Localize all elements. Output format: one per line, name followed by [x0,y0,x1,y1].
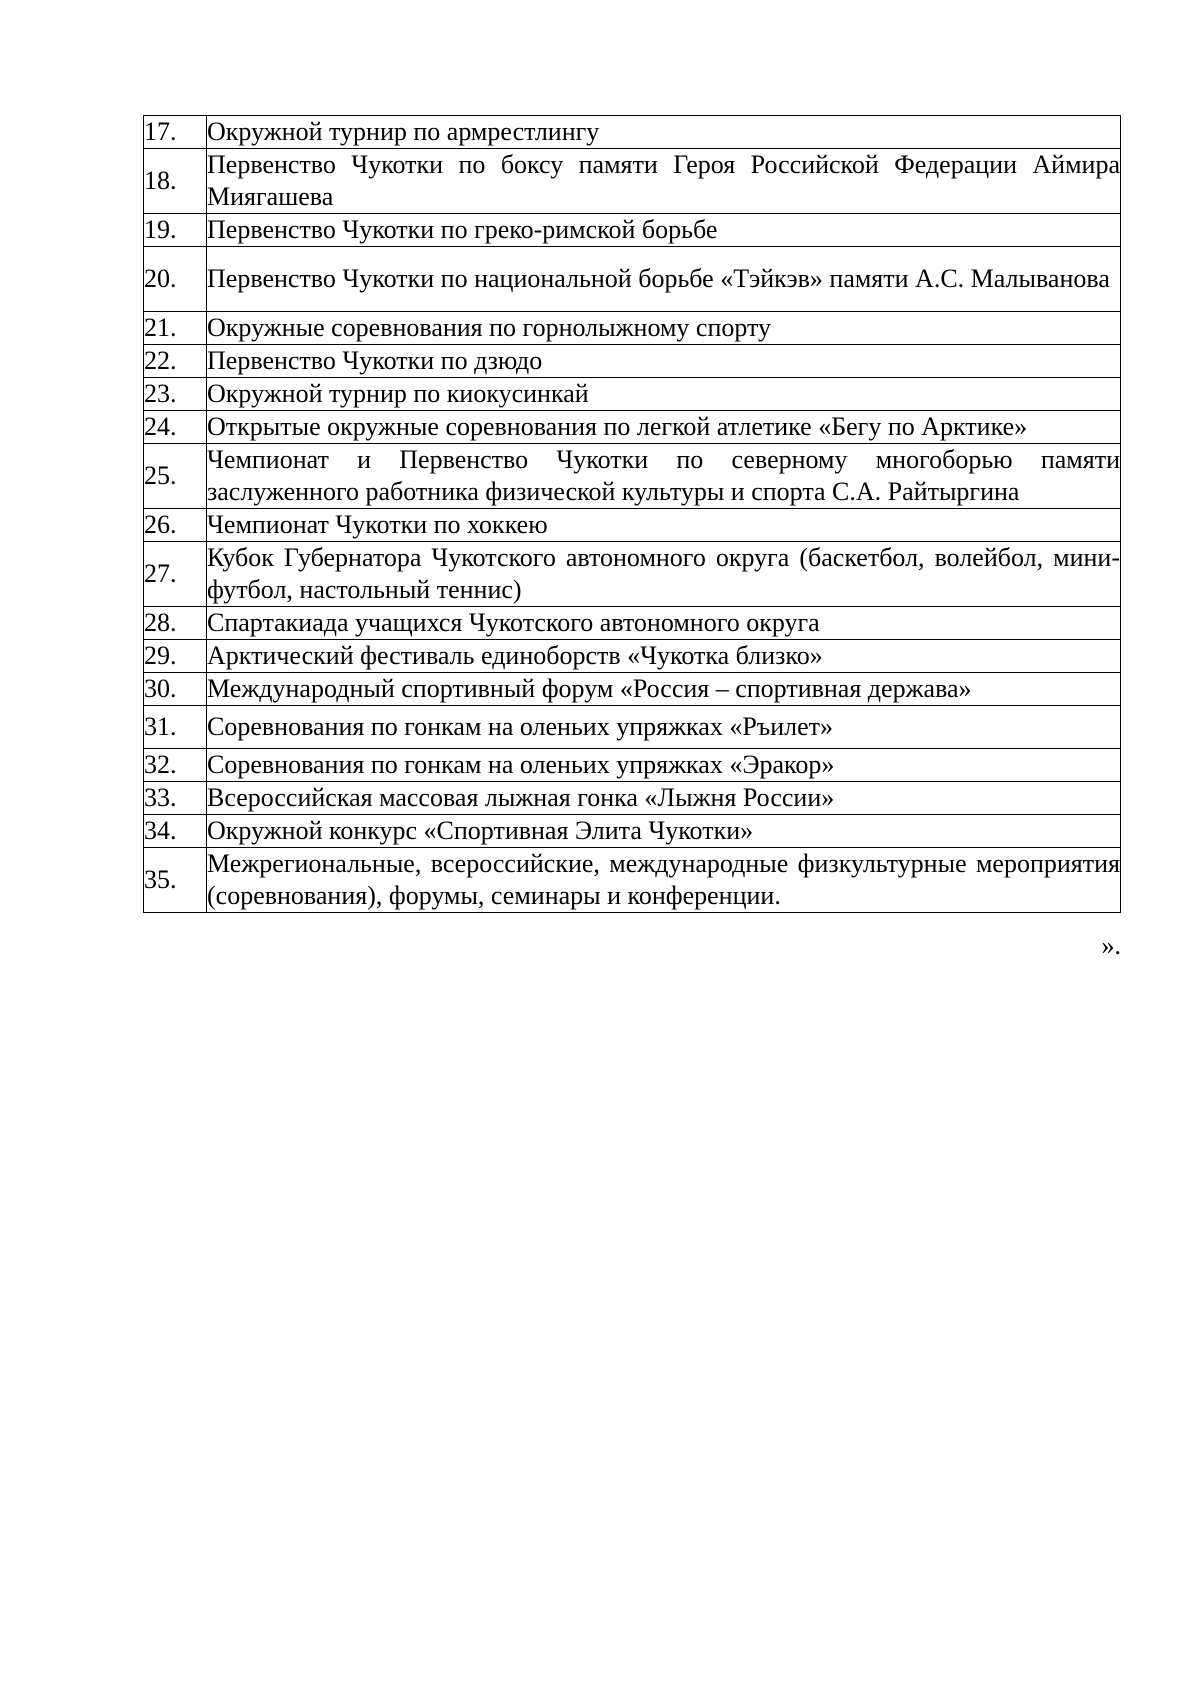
row-number: 17. [144,116,207,149]
table-row [144,345,1121,378]
table-row [144,640,1121,673]
row-number: 26. [144,509,207,542]
table-row [144,607,1121,640]
row-title: Соревнования по гонкам на оленьих упряжках «Эракор» [207,749,1121,782]
row-title: Первенство Чукотки по дзюдо [207,345,1121,378]
table-row [144,247,1121,312]
row-number: 33. [144,782,207,815]
row-title: Соревнования по гонкам на оленьих упряжках «Ръилет» [207,706,1121,749]
table-row [144,673,1121,706]
row-title: Окружной турнир по киокусинкай [207,378,1121,411]
row-title: Кубок Губернатора Чукотского автономного округа (баскетбол, волейбол, мини-футбол, настольный теннис) [207,542,1121,607]
row-number: 35. [144,848,207,913]
row-title: Арктический фестиваль единоборств «Чукотка близко» [207,640,1121,673]
row-number: 22. [144,345,207,378]
row-number: 18. [144,149,207,214]
table-row [144,782,1121,815]
row-number: 34. [144,815,207,848]
table-row [144,542,1121,607]
row-number: 23. [144,378,207,411]
table-row [144,312,1121,345]
table-row [144,509,1121,542]
row-title: Первенство Чукотки по боксу памяти Героя Российской Федерации Аймира Миягашева [207,149,1121,214]
row-title: Чемпионат и Первенство Чукотки по северному многоборью памяти заслуженного работника физической культуры и спорта С.А. Райтыргина [207,444,1121,509]
row-number: 19. [144,214,207,247]
table-row [144,214,1121,247]
table-row [144,749,1121,782]
row-title: Международный спортивный форум «Россия – спортивная держава» [207,673,1121,706]
table-row [144,378,1121,411]
row-title: Открытые окружные соревнования по легкой атлетике «Бегу по Арктике» [207,411,1121,444]
row-number: 25. [144,444,207,509]
row-number: 29. [144,640,207,673]
events-table [143,115,1121,913]
row-title: Всероссийская массовая лыжная гонка «Лыжня России» [207,782,1121,815]
row-number: 30. [144,673,207,706]
row-title: Окружной турнир по армрестлингу [207,116,1121,149]
row-title: Спартакиада учащихся Чукотского автономного округа [207,607,1121,640]
row-title: Окружные соревнования по горнолыжному спорту [207,312,1121,345]
table-row [144,706,1121,749]
row-number: 20. [144,247,207,312]
row-title: Первенство Чукотки по греко-римской борьбе [207,214,1121,247]
row-number: 31. [144,706,207,749]
table-row [144,411,1121,444]
row-number: 24. [144,411,207,444]
row-number: 27. [144,542,207,607]
closing-quote: ». [1101,931,1121,960]
row-title: Чемпионат Чукотки по хоккею [207,509,1121,542]
table-row [144,116,1121,149]
row-title: Первенство Чукотки по национальной борьбе «Тэйкэв» памяти А.С. Малыванова [207,247,1121,312]
table-row [144,815,1121,848]
row-number: 32. [144,749,207,782]
row-title: Межрегиональные, всероссийские, международные физкультурные мероприятия (соревнования), форумы, семинары и конференции. [207,848,1121,913]
row-title: Окружной конкурс «Спортивная Элита Чукотки» [207,815,1121,848]
row-number: 21. [144,312,207,345]
table-row [144,848,1121,913]
table-row [144,149,1121,214]
table-row [144,444,1121,509]
row-number: 28. [144,607,207,640]
